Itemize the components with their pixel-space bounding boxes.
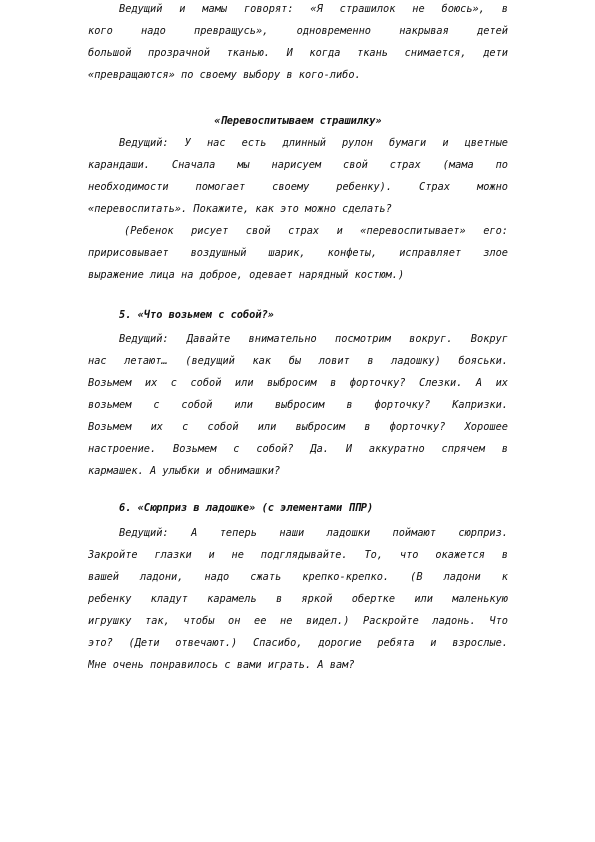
- text-line: настроение. Возьмем с собой? Да. И аккуратно спрячем в: [88, 443, 508, 455]
- text-line: ребенку кладут карамель в яркой обертке или маленькую: [88, 593, 508, 605]
- text-line: кого надо превращусь», одновременно накрывая детей: [88, 25, 508, 37]
- section-heading: 6. «Сюрприз в ладошке» (с элементами ППР): [119, 502, 374, 514]
- text-line: Ведущий: Давайте внимательно посмотрим вокруг. Вокруг: [119, 333, 508, 345]
- subtitle-text: «Перевоспитываем страшилку»: [214, 115, 382, 127]
- text-line: Возьмем их с собой или выбросим в форточку? Хорошее: [88, 421, 508, 433]
- section-heading: 5. «Что возьмем с собой?»: [119, 309, 274, 321]
- text-line: нас летают… (ведущий как бы ловит в ладошку) бояськи.: [88, 355, 508, 367]
- text-line: необходимости помогает своему ребенку). Страх можно: [88, 181, 508, 193]
- text-line: кармашек. А улыбки и обнимашки?: [88, 465, 281, 477]
- text-line: игрушку так, чтобы он ее не видел.) Раскройте ладонь. Что: [88, 615, 508, 627]
- section-5-body: [88, 328, 508, 482]
- text-line: большой прозрачной тканью. И когда ткань снимается, дети: [88, 47, 508, 59]
- text-line: Ведущий: У нас есть длинный рулон бумаги и цветные: [119, 137, 508, 149]
- text-line: Ведущий и мамы говорят: «Я страшилок не боюсь», в: [119, 3, 508, 15]
- text-line: (Ребенок рисует свой страх и «перевоспитывает» его:: [124, 225, 508, 237]
- text-line: Мне очень понравилось с вами играть. А вам?: [88, 659, 355, 671]
- section-5-heading: [88, 304, 508, 326]
- text-line: выражение лица на доброе, одевает нарядный костюм.): [88, 269, 405, 281]
- text-line: вашей ладони, надо сжать крепко-крепко. (В ладони к: [88, 571, 508, 583]
- subtitle: [88, 110, 508, 132]
- text-line: «превращаются» по своему выбору в кого-либо.: [88, 69, 361, 81]
- paragraph-intro: [88, 0, 508, 86]
- text-line: это? (Дети отвечают.) Спасибо, дорогие ребята и взрослые.: [88, 637, 508, 649]
- text-line: Закройте глазки и не подглядывайте. То, что окажется в: [88, 549, 508, 561]
- text-line: Ведущий: А теперь наши ладошки поймают сюрприз.: [119, 527, 508, 539]
- paragraph-child: [88, 220, 508, 286]
- paragraph-host: [88, 132, 508, 220]
- text-line: пририсовывает воздушный шарик, конфеты, исправляет злое: [88, 247, 508, 259]
- text-line: «перевоспитать». Покажите, как это можно сделать?: [88, 203, 392, 215]
- section-6-heading: [88, 497, 508, 519]
- text-line: Возьмем их с собой или выбросим в форточку? Слезки. А их: [88, 377, 508, 389]
- section-6-body: [88, 522, 508, 676]
- text-line: возьмем с собой или выбросим в форточку? Капризки.: [88, 399, 508, 411]
- text-line: карандаши. Сначала мы нарисуем свой страх (мама по: [88, 159, 508, 171]
